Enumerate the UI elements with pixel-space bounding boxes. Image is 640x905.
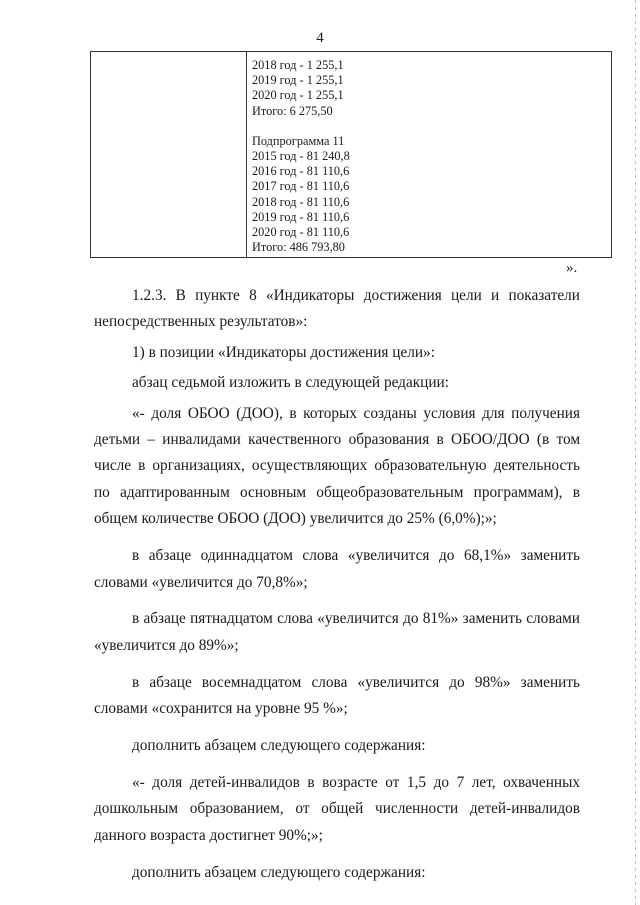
table-line: 2018 год - 81 110,6 [252,194,350,209]
paragraph: в абзаце пятнадцатом слова «увеличится до 81%» заменить словами «увеличится до 89%»; [94,610,580,654]
paragraph: в абзаце одиннадцатом слова «увеличится до 68,1%» заменить словами «увеличится до 70,8%»; [94,547,580,591]
document-body [94,283,580,897]
table-left-cell [91,52,247,257]
funding-table [90,51,612,258]
table-line: 2020 год - 81 110,6 [252,225,350,240]
paragraph: абзац седьмой изложить в следующей редакции: [132,374,449,392]
scan-edge-line [635,0,636,905]
paragraph: 1.2.3. В пункте 8 «Индикаторы достижения цели и показатели непосредственных результатов»: [94,287,580,331]
table-right-cell [247,52,611,257]
table-line: 2015 год - 81 240,8 [252,149,350,164]
table-line: 2017 год - 81 110,6 [252,179,350,194]
table-line: Подпрограмма 11 [252,133,345,148]
paragraph: дополнить абзацем следующего содержания: [132,863,426,881]
table-line: 2020 год - 1 255,1 [252,88,344,103]
page-number: 4 [316,30,324,46]
table-line: 2018 год - 1 255,1 [252,58,344,72]
paragraph: дополнить абзацем следующего содержания: [132,737,426,755]
table-line: 2016 год - 81 110,6 [252,164,350,179]
paragraph: «- доля ОБОО (ДОО), в которых созданы условия для получения детьми – инвалидами качественного образования в ОБОО/ДОО (в том числе в организациях, осуществляющих образовательную деятельность по адаптированным основным общеобразовательным программам), в общем количестве ОБОО (ДОО) увеличится до 25% (6,0%);»; [94,404,580,528]
closing-quote: ». [566,260,578,276]
table-spacer [252,119,611,134]
table-line: 2019 год - 1 255,1 [252,73,344,88]
table-line: 2019 год - 81 110,6 [252,209,350,224]
paragraph: в абзаце восемнадцатом слова «увеличится до 98%» заменить словами «сохранится на уровне 95 %»; [94,673,580,718]
paragraph: 1) в позиции «Индикаторы достижения цели»: [132,343,435,361]
table-line: Итого: 6 275,50 [252,103,333,118]
paragraph: «- доля детей-инвалидов в возрасте от 1,5 до 7 лет, охваченных дошкольным образованием, от общей численности детей-инвалидов данного возраста достигнет 90%;»; [94,774,580,844]
table-line: Итого: 486 793,80 [252,240,345,255]
